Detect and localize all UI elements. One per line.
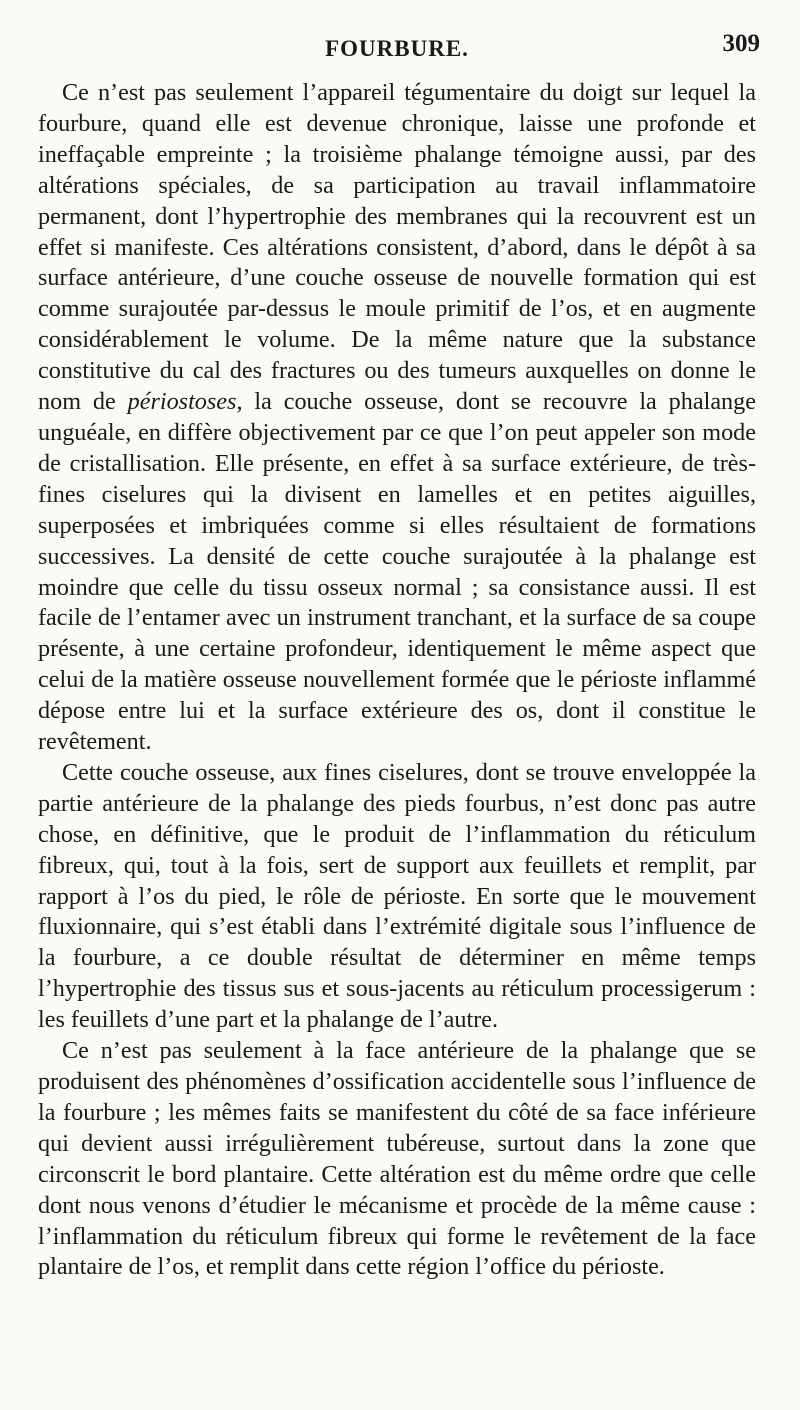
paragraph-1-text-after: , la couche osseuse, dont se recouvre la phalange unguéale, en diffère objectivement par ce que l’on peut appeler son mode de cristallisation. Elle présente, en effet à sa surface extérieure, de très-fines ciselures qui la divisent en lamelles et en petites aiguilles, superposées et imbriquées comme si elles résultaient de formations successives. La densité de cette couche surajoutée à la phalange est moindre que celle du tissu osseux normal ; sa consistance aussi. Il est facile de l’entamer avec un instrument tranchant, et la surface de sa coupe présente, à une certaine profondeur, identiquement le même aspect que celui de la matière osseuse nouvellement formée que le périoste inflammé dépose entre lui et la surface extérieure des os, dont il constitue le revêtement. (38, 388, 756, 756)
paragraph-1-italic-term: périostoses (127, 388, 237, 416)
paragraph-3: Ce n’est pas seulement à la face antérieure de la phalange que se produisent des phénomènes d’ossification accidentelle sous l’influence de la fourbure ; les mêmes faits se manifestent du côté de sa face inférieure qui devient aussi irrégulièrement tubéreuse, surtout dans la zone que circonscrit le bord plantaire. Cette altération est du même ordre que celle dont nous venons d’étudier le mécanisme et procède de la même cause : l’inflammation du réticulum fibreux qui forme le revêtement de la face plantaire de l’os, et remplit dans cette région l’office du périoste. (38, 1037, 756, 1281)
paragraph-1 (38, 78, 756, 758)
running-title: FOURBURE. (325, 36, 469, 61)
body-text (38, 78, 756, 1283)
running-header (38, 30, 760, 78)
page-number: 309 (722, 30, 760, 57)
paragraph-2: Cette couche osseuse, aux fines ciselures, dont se trouve enveloppée la partie antérieure de la phalange des pieds fourbus, n’est donc pas autre chose, en définitive, que le produit de l’inflammation du réticulum fibreux, qui, tout à la fois, sert de support aux feuillets et remplit, par rapport à l’os du pied, le rôle de périoste. En sorte que le mouvement fluxionnaire, qui s’est établi dans l’extrémité digitale sous l’influence de la fourbure, a ce double résultat de déterminer en même temps l’hypertrophie des tissus sus et sous-jacents au réticulum processigerum : les feuillets d’une part et la phalange de l’autre. (38, 758, 756, 1034)
paragraph-1-text: Ce n’est pas seulement l’appareil tégumentaire du doigt sur lequel la fourbure, quand elle est devenue chronique, laisse une profonde et ineffaçable empreinte ; la troisième phalange témoigne aussi, par des altérations spéciales, de sa participation au travail inflammatoire permanent, dont l’hypertrophie des membranes qui la recouvrent est un effet si manifeste. Ces altérations consistent, d’abord, dans le dépôt à sa surface antérieure, d’une couche osseuse de nouvelle formation qui est comme surajoutée par-dessus le moule primitif de l’os, et en augmente considérablement le volume. De la même nature que la substance constitutive du cal des fractures ou des tumeurs auxquelles on donne le nom de (38, 79, 756, 416)
